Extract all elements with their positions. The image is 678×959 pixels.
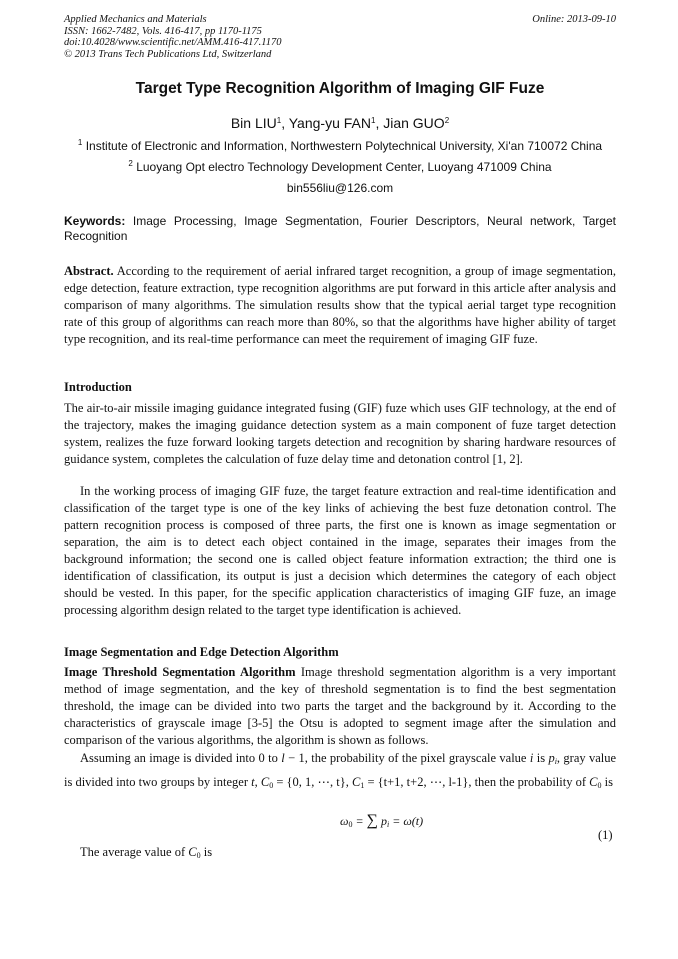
author-aff: 2 [444,116,450,125]
keywords-text: Image Processing, Image Segmentation, Fourier Descriptors, Neural network, Target Recognition [64,214,616,243]
math-symbol: i [529,751,534,765]
intro-paragraph-2: In the working process of imaging GIF fuze, the target feature extraction and real-time identification and classification of the target type is one of the key links of achieving the best fuze detonation control. The pattern recognition process is composed of three parts, the first one is known as image segmentation or separation, the aim is to detect each object contained in the image, separates their images from the background information; the second one is called object feature information extraction; the third one is identification of classification, its output is just a decision which determines the category of each object should be vested. In this paper, for the specific application characteristics of imaging GIF fuze, an image processing algorithm design related to the target type identification is achieved. [64,484,616,617]
affiliation-text: Institute of Electronic and Information, Northwestern Polytechnical University, Xi'an 710072 China [85,139,603,153]
segmentation-paragraph-1 [64,664,616,749]
text-run: , gray value is divided into two groups by integer [64,751,617,789]
journal-header [64,14,616,60]
equation-lhs: ω [340,814,349,828]
affiliation-1 [64,139,616,153]
abstract-label: Abstract. [64,264,114,278]
intro-paragraph-1: The air-to-air missile imaging guidance integrated fusing (GIF) fuze which uses GIF technology, at the end of the trajectory, makes the imaging guidance detection system as a main component of fuze target detection system, realizes the fuze forward looking targets detection and recognition by sharing hardware resources of guidance system, completes the calculation of fuze delay time and detonation control [1, 2]. [64,401,616,466]
keywords [64,214,616,244]
author-aff: 1 [276,116,282,125]
text-run: is [536,751,546,765]
copyright-line: © 2013 Trans Tech Publications Ltd, Switzerland [64,48,272,60]
math-set: = {t+1, t+2, ⋯, l-1} [367,775,469,789]
keywords-label: Keywords: [64,214,126,228]
average-sentence: The average value of $C_0$ is [80,845,213,860]
math-symbol: p [548,751,555,765]
author-aff: 1 [370,116,376,125]
affiliation-2 [64,160,616,174]
author-email: bin556liu@126.com [286,181,394,195]
affiliation-number: 1 [77,138,83,147]
equation-number: (1) [598,828,613,842]
math-set: = {0, 1, ⋯, t} [276,775,346,789]
section-heading-introduction: Introduction [64,380,132,394]
online-date: Online: 2013-09-10 [532,14,616,25]
text-run: is [203,845,213,859]
text-run: , then the probability of [468,775,587,789]
text-run: is [604,775,613,789]
math-symbol: l [281,751,285,765]
section-heading-segmentation: Image Segmentation and Edge Detection Algorithm [64,645,339,659]
subsection-heading: Image Threshold Segmentation Algorithm [64,665,296,679]
affiliation-text: Luoyang Opt electro Technology Development Center, Luoyang 471009 China [136,160,552,174]
journal-name: Applied Mechanics and Materials [64,14,207,25]
paper-title: Target Type Recognition Algorithm of Imaging GIF Fuze [135,80,545,97]
issn-line: ISSN: 1662-7482, Vols. 416-417, pp 1170-1175 [64,25,262,37]
author-name: Yang-yu FAN [288,115,371,131]
author-name: Jian GUO [383,115,445,131]
segmentation-paragraph-2: Assuming an image is divided into 0 to l − 1, the probability of the pixel grayscale value i is $p_i$, gray value is divided into two groups by integer t, $C_0 = \{0$, 1, ⋯, t}, $C_1 = \{t+1$, t+2, ⋯, l-1}, then the probability of $C_0$ is [64,751,617,790]
author-name: Bin LIU [230,115,277,131]
equation-1: $\omega_0$ = ∑ $p_i = \omega(t)$ [340,812,424,829]
text-run: − 1, the probability of the pixel grayscale value [288,751,527,765]
author-list: Bin LIU$^1$, Yang-yu FAN$^1$, Jian GUO$^2$ [230,115,450,131]
affiliation-number: 2 [128,159,133,168]
equation-rhs: = ω(t) [392,814,424,828]
abstract-text: According to the requirement of aerial infrared target recognition, a group of image segmentation, edge detection, feature extraction, type recognition algorithms are put forward in this article after analysis and comparison of many algorithms. The simulation results show that the typical aerial target type recognition rate of this group of algorithms can reach more than 80%, so that the algorithms have higher ability of target type recognition, and its real-time performance can meet the requirement of imaging GIF fuze. [64,264,617,346]
text-run: The average value of [80,845,186,859]
math-symbol: t [251,775,255,789]
doi-line: doi:10.4028/www.scientific.net/AMM.416-417.1170 [64,37,282,48]
text-run: Assuming an image is divided into 0 to [80,751,278,765]
segmentation-text: Image threshold segmentation algorithm is a very important method of image segmentation, and the key of threshold segmentation is to find the best segmentation threshold, the image can be divided into two parts the target and the background by it. According to the characteristics of grayscale image [3-5] the Otsu is adopted to segment image after the simulation and comparison of the various algorithms, the algorithm is shown as follows. [64,665,616,747]
abstract [64,263,616,348]
